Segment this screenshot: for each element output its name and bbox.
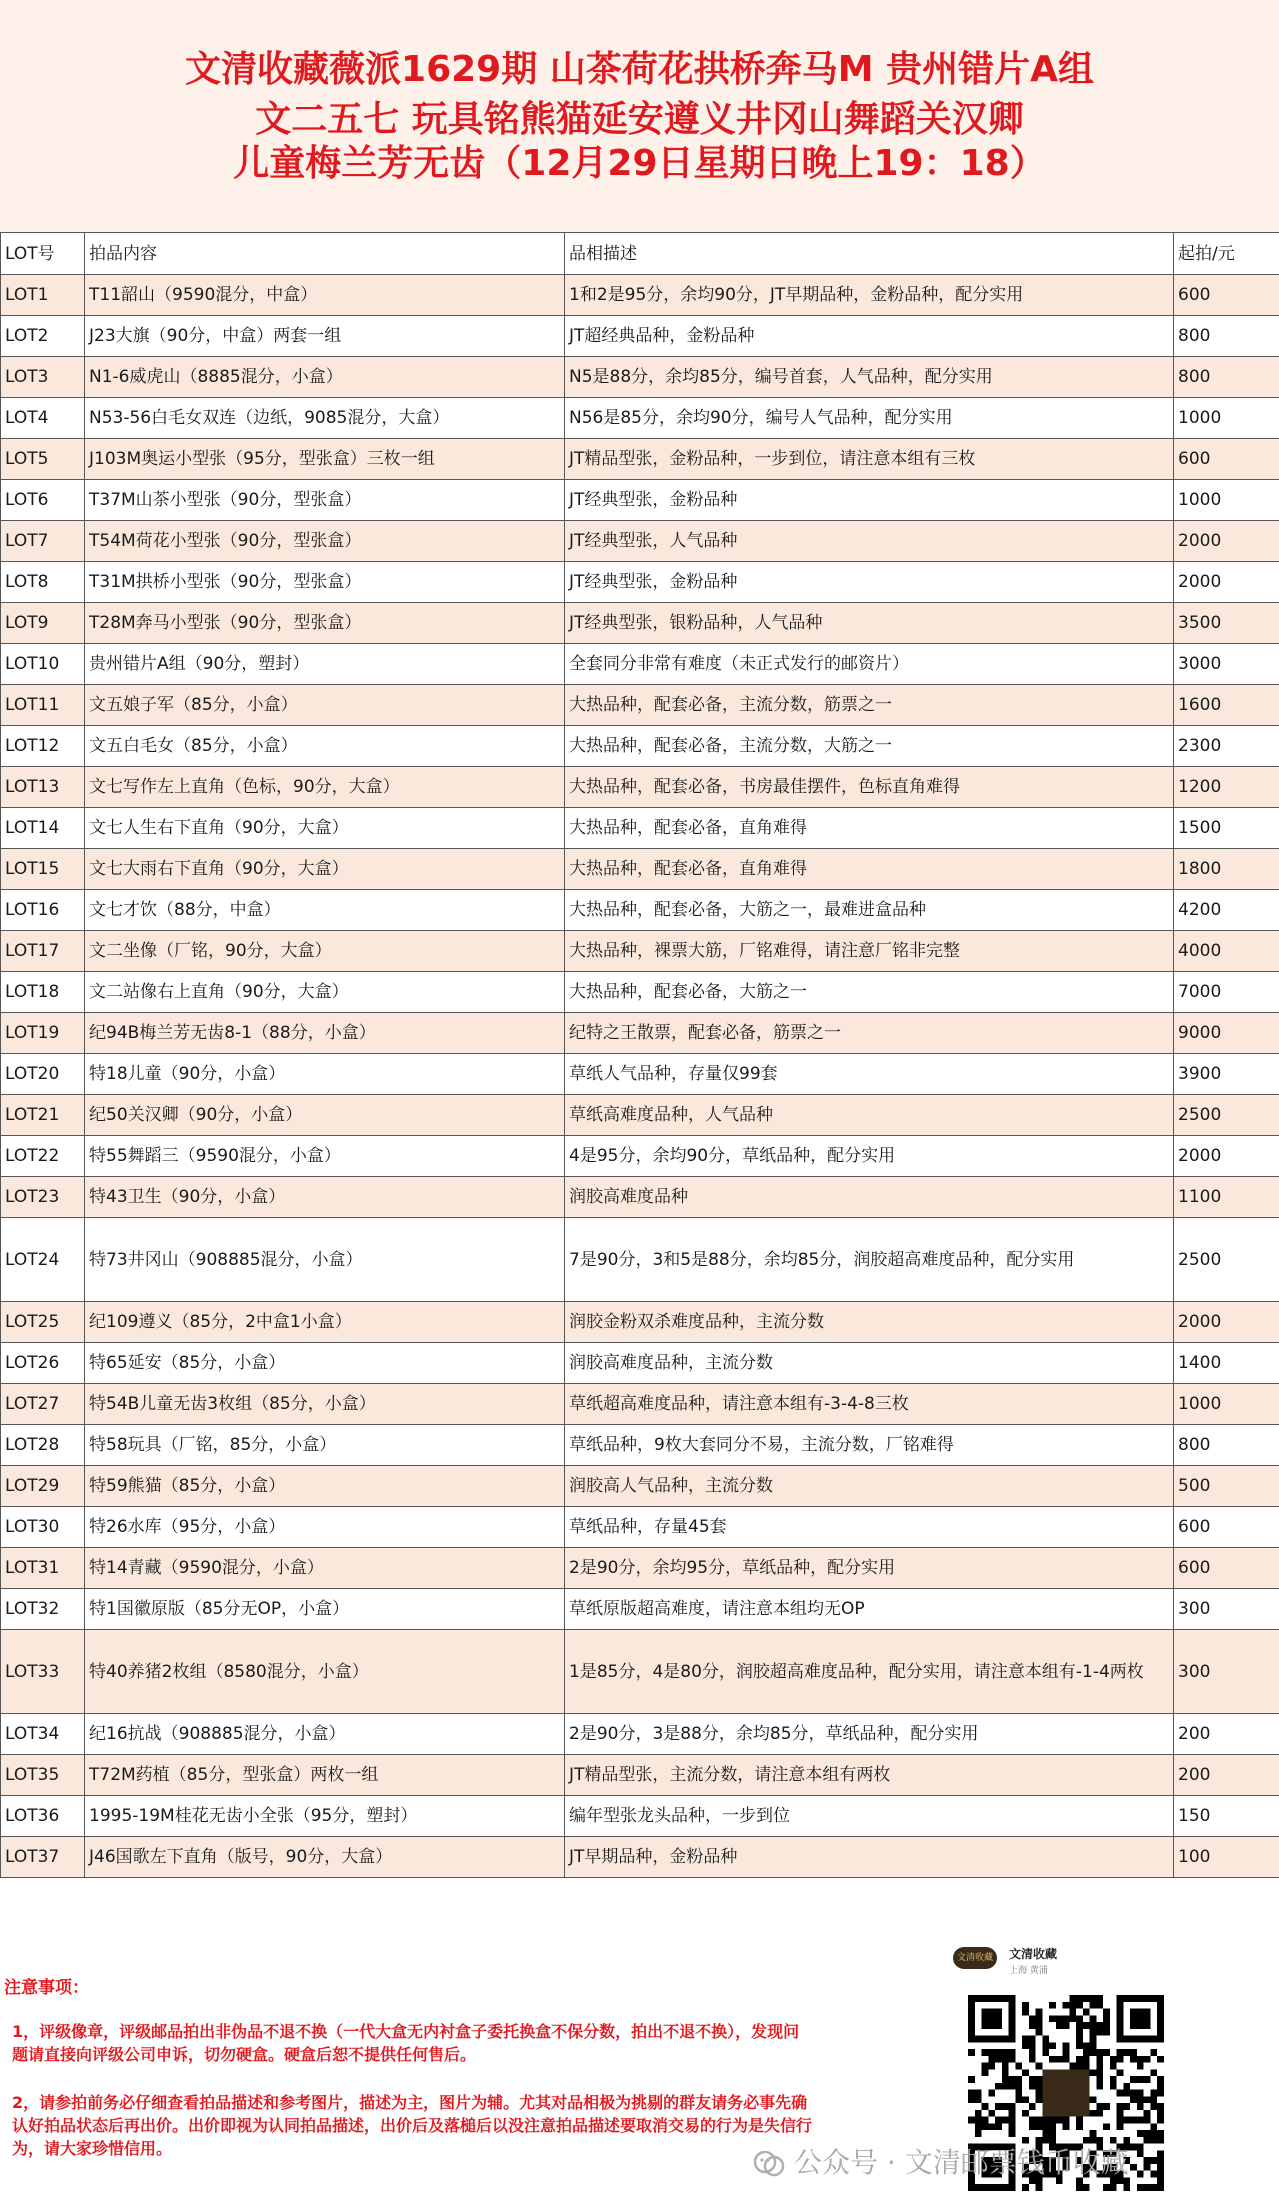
table-row bbox=[1, 972, 1279, 1013]
cell-start-price: 100 bbox=[1174, 1837, 1279, 1878]
brand-logo: 文清收藏 bbox=[953, 1947, 997, 1969]
cell-lot: LOT30 bbox=[1, 1507, 85, 1548]
cell-lot: LOT27 bbox=[1, 1384, 85, 1425]
cell-condition: 7是90分，3和5是88分，余均85分，润胶超高难度品种，配分实用 bbox=[565, 1218, 1174, 1302]
cell-start-price: 600 bbox=[1174, 275, 1279, 316]
cell-item: 1995-19M桂花无齿小全张（95分，塑封） bbox=[85, 1796, 565, 1837]
cell-lot: LOT22 bbox=[1, 1136, 85, 1177]
cell-condition: 2是90分，余均95分，草纸品种，配分实用 bbox=[565, 1548, 1174, 1589]
cell-item: 特18儿童（90分，小盒） bbox=[85, 1054, 565, 1095]
table-row bbox=[1, 521, 1279, 562]
cell-start-price: 500 bbox=[1174, 1466, 1279, 1507]
cell-condition: JT精品型张，主流分数，请注意本组有两枚 bbox=[565, 1755, 1174, 1796]
cell-condition: 4是95分，余均90分，草纸品种，配分实用 bbox=[565, 1136, 1174, 1177]
cell-lot: LOT8 bbox=[1, 562, 85, 603]
table-row bbox=[1, 562, 1279, 603]
cell-condition: 大热品种，裸票大筋，厂铭难得，请注意厂铭非完整 bbox=[565, 931, 1174, 972]
cell-lot: LOT6 bbox=[1, 480, 85, 521]
cell-item: T31M拱桥小型张（90分，型张盒） bbox=[85, 562, 565, 603]
cell-start-price: 2000 bbox=[1174, 1302, 1279, 1343]
cell-item: 特54B儿童无齿3枚组（85分，小盒） bbox=[85, 1384, 565, 1425]
cell-condition: 大热品种，配套必备，大筋之一，最难进盒品种 bbox=[565, 890, 1174, 931]
cell-condition: 纪特之王散票，配套必备，筋票之一 bbox=[565, 1013, 1174, 1054]
header-lot: LOT号 bbox=[1, 233, 85, 275]
table-row bbox=[1, 685, 1279, 726]
cell-lot: LOT12 bbox=[1, 726, 85, 767]
cell-item: 特43卫生（90分，小盒） bbox=[85, 1177, 565, 1218]
cell-lot: LOT14 bbox=[1, 808, 85, 849]
cell-condition: JT早期品种，金粉品种 bbox=[565, 1837, 1174, 1878]
table-row bbox=[1, 767, 1279, 808]
cell-condition: 大热品种，配套必备，书房最佳摆件，色标直角难得 bbox=[565, 767, 1174, 808]
table-row bbox=[1, 1177, 1279, 1218]
cell-item: 特73井冈山（908885混分，小盒） bbox=[85, 1218, 565, 1302]
cell-start-price: 800 bbox=[1174, 357, 1279, 398]
cell-condition: 1和2是95分，余均90分，JT早期品种，金粉品种，配分实用 bbox=[565, 275, 1174, 316]
table-row bbox=[1, 603, 1279, 644]
watermark bbox=[752, 2143, 1272, 2183]
cell-lot: LOT20 bbox=[1, 1054, 85, 1095]
cell-item: 特1国徽原版（85分无OP，小盒） bbox=[85, 1589, 565, 1630]
cell-condition: 大热品种，配套必备，直角难得 bbox=[565, 808, 1174, 849]
cell-condition: JT经典型张，人气品种 bbox=[565, 521, 1174, 562]
cell-start-price: 800 bbox=[1174, 1425, 1279, 1466]
cell-lot: LOT23 bbox=[1, 1177, 85, 1218]
cell-item: 文七才饮（88分，中盒） bbox=[85, 890, 565, 931]
cell-condition: 全套同分非常有难度（未正式发行的邮资片） bbox=[565, 644, 1174, 685]
cell-lot: LOT18 bbox=[1, 972, 85, 1013]
table-row bbox=[1, 1837, 1279, 1878]
cell-item: 特40养猪2枚组（8580混分，小盒） bbox=[85, 1630, 565, 1714]
title-banner bbox=[0, 0, 1279, 232]
cell-item: N1-6威虎山（8885混分，小盒） bbox=[85, 357, 565, 398]
cell-item: 文二站像右上直角（90分，大盒） bbox=[85, 972, 565, 1013]
cell-item: 纪50关汉卿（90分，小盒） bbox=[85, 1095, 565, 1136]
cell-start-price: 1000 bbox=[1174, 1384, 1279, 1425]
cell-condition: 大热品种，配套必备，直角难得 bbox=[565, 849, 1174, 890]
cell-item: 文七大雨右下直角（90分，大盒） bbox=[85, 849, 565, 890]
cell-lot: LOT36 bbox=[1, 1796, 85, 1837]
table-row bbox=[1, 931, 1279, 972]
cell-lot: LOT3 bbox=[1, 357, 85, 398]
cell-item: T11韶山（9590混分，中盒） bbox=[85, 275, 565, 316]
table-row bbox=[1, 1013, 1279, 1054]
cell-start-price: 1200 bbox=[1174, 767, 1279, 808]
title-line-1: 文清收藏薇派1629期 山茶荷花拱桥奔马M 贵州错片A组 bbox=[185, 49, 1094, 90]
table-row bbox=[1, 1095, 1279, 1136]
cell-lot: LOT16 bbox=[1, 890, 85, 931]
cell-item: J23大旗（90分，中盒）两套一组 bbox=[85, 316, 565, 357]
header-start-price: 起拍/元 bbox=[1174, 233, 1279, 275]
auction-table-wrap bbox=[0, 232, 1279, 1878]
cell-lot: LOT26 bbox=[1, 1343, 85, 1384]
cell-item: 特65延安（85分，小盒） bbox=[85, 1343, 565, 1384]
cell-condition: 润胶高难度品种 bbox=[565, 1177, 1174, 1218]
table-row bbox=[1, 1589, 1279, 1630]
auction-table bbox=[0, 232, 1279, 1878]
cell-lot: LOT21 bbox=[1, 1095, 85, 1136]
table-row bbox=[1, 726, 1279, 767]
table-row bbox=[1, 1425, 1279, 1466]
cell-lot: LOT34 bbox=[1, 1714, 85, 1755]
cell-condition: 草纸品种，存量45套 bbox=[565, 1507, 1174, 1548]
cell-item: T37M山茶小型张（90分，型张盒） bbox=[85, 480, 565, 521]
table-row bbox=[1, 644, 1279, 685]
cell-condition: JT精品型张，金粉品种，一步到位，请注意本组有三枚 bbox=[565, 439, 1174, 480]
cell-condition: 大热品种，配套必备，大筋之一 bbox=[565, 972, 1174, 1013]
brand-name: 文清收藏 bbox=[1009, 1947, 1058, 1961]
table-row bbox=[1, 1507, 1279, 1548]
note-2: 2，请参拍前务必仔细查看拍品描述和参考图片，描述为主，图片为辅。尤其对品相极为挑剔的群友请务必事先确认好拍品状态后再出价。出价即视为认同拍品描述，出价后及落槌后以没注意拍品描述要取消交易的行为是失信行为，请大家珍惜信用。 bbox=[12, 2093, 813, 2158]
cell-condition: 草纸人气品种，存量仅99套 bbox=[565, 1054, 1174, 1095]
table-row bbox=[1, 808, 1279, 849]
cell-item: 特26水库（95分，小盒） bbox=[85, 1507, 565, 1548]
cell-lot: LOT10 bbox=[1, 644, 85, 685]
cell-lot: LOT31 bbox=[1, 1548, 85, 1589]
cell-lot: LOT32 bbox=[1, 1589, 85, 1630]
cell-lot: LOT7 bbox=[1, 521, 85, 562]
cell-item: 特14青藏（9590混分，小盒） bbox=[85, 1548, 565, 1589]
cell-lot: LOT24 bbox=[1, 1218, 85, 1302]
cell-item: 纪16抗战（908885混分，小盒） bbox=[85, 1714, 565, 1755]
table-row bbox=[1, 1302, 1279, 1343]
cell-start-price: 3000 bbox=[1174, 644, 1279, 685]
cell-item: N53-56白毛女双连（边纸，9085混分，大盒） bbox=[85, 398, 565, 439]
watermark-text: 公众号 · 文清邮票钱币收藏 bbox=[794, 2146, 1129, 2179]
cell-condition: JT经典型张，金粉品种 bbox=[565, 562, 1174, 603]
cell-condition: N5是88分，余均85分，编号首套，人气品种，配分实用 bbox=[565, 357, 1174, 398]
cell-lot: LOT4 bbox=[1, 398, 85, 439]
cell-item: T54M荷花小型张（90分，型张盒） bbox=[85, 521, 565, 562]
cell-condition: 润胶高难度品种，主流分数 bbox=[565, 1343, 1174, 1384]
cell-condition: 草纸超高难度品种，请注意本组有-3-4-8三枚 bbox=[565, 1384, 1174, 1425]
cell-start-price: 1100 bbox=[1174, 1177, 1279, 1218]
cell-start-price: 4000 bbox=[1174, 931, 1279, 972]
cell-item: 文七写作左上直角（色标，90分，大盒） bbox=[85, 767, 565, 808]
brand-location: 上海 黄浦 bbox=[1009, 1966, 1048, 1976]
cell-start-price: 2500 bbox=[1174, 1218, 1279, 1302]
title-line-2: 文二五七 玩具铭熊猫延安遵义井冈山舞蹈关汉卿 bbox=[255, 99, 1024, 140]
cell-start-price: 1000 bbox=[1174, 398, 1279, 439]
cell-condition: 草纸品种，9枚大套同分不易，主流分数，厂铭难得 bbox=[565, 1425, 1174, 1466]
table-row bbox=[1, 398, 1279, 439]
cell-start-price: 300 bbox=[1174, 1630, 1279, 1714]
cell-lot: LOT5 bbox=[1, 439, 85, 480]
cell-start-price: 3500 bbox=[1174, 603, 1279, 644]
cell-lot: LOT15 bbox=[1, 849, 85, 890]
cell-lot: LOT2 bbox=[1, 316, 85, 357]
table-body bbox=[1, 275, 1279, 1878]
cell-condition: 润胶金粉双杀难度品种，主流分数 bbox=[565, 1302, 1174, 1343]
cell-condition: 2是90分，3是88分，余均85分，草纸品种，配分实用 bbox=[565, 1714, 1174, 1755]
cell-start-price: 2000 bbox=[1174, 1136, 1279, 1177]
cell-condition: 编年型张龙头品种，一步到位 bbox=[565, 1796, 1174, 1837]
cell-start-price: 2000 bbox=[1174, 562, 1279, 603]
table-row bbox=[1, 1714, 1279, 1755]
cell-lot: LOT37 bbox=[1, 1837, 85, 1878]
table-row bbox=[1, 1630, 1279, 1714]
cell-start-price: 7000 bbox=[1174, 972, 1279, 1013]
cell-start-price: 1000 bbox=[1174, 480, 1279, 521]
cell-condition: 大热品种，配套必备，主流分数，大筋之一 bbox=[565, 726, 1174, 767]
cell-lot: LOT28 bbox=[1, 1425, 85, 1466]
table-row bbox=[1, 1343, 1279, 1384]
cell-item: 文七人生右下直角（90分，大盒） bbox=[85, 808, 565, 849]
cell-item: 特55舞蹈三（9590混分，小盒） bbox=[85, 1136, 565, 1177]
cell-lot: LOT17 bbox=[1, 931, 85, 972]
cell-lot: LOT25 bbox=[1, 1302, 85, 1343]
cell-item: 纪109遵义（85分，2中盒1小盒） bbox=[85, 1302, 565, 1343]
table-row bbox=[1, 480, 1279, 521]
cell-lot: LOT13 bbox=[1, 767, 85, 808]
cell-lot: LOT29 bbox=[1, 1466, 85, 1507]
cell-condition: JT经典型张，银粉品种，人气品种 bbox=[565, 603, 1174, 644]
cell-start-price: 1600 bbox=[1174, 685, 1279, 726]
footer bbox=[0, 1921, 1279, 2212]
cell-lot: LOT35 bbox=[1, 1755, 85, 1796]
table-row bbox=[1, 316, 1279, 357]
cell-start-price: 600 bbox=[1174, 439, 1279, 480]
cell-start-price: 200 bbox=[1174, 1714, 1279, 1755]
table-row bbox=[1, 1755, 1279, 1796]
cell-condition: 草纸高难度品种，人气品种 bbox=[565, 1095, 1174, 1136]
cell-lot: LOT1 bbox=[1, 275, 85, 316]
cell-item: J46国歌左下直角（版号，90分，大盒） bbox=[85, 1837, 565, 1878]
table-row bbox=[1, 439, 1279, 480]
cell-item: T72M药植（85分，型张盒）两枚一组 bbox=[85, 1755, 565, 1796]
cell-start-price: 3900 bbox=[1174, 1054, 1279, 1095]
wechat-official-account-icon bbox=[752, 2147, 786, 2181]
table-row bbox=[1, 1548, 1279, 1589]
cell-condition: N56是85分，余均90分，编号人气品种，配分实用 bbox=[565, 398, 1174, 439]
cell-condition: JT超经典品种，金粉品种 bbox=[565, 316, 1174, 357]
cell-lot: LOT33 bbox=[1, 1630, 85, 1714]
cell-start-price: 200 bbox=[1174, 1755, 1279, 1796]
table-row bbox=[1, 1384, 1279, 1425]
cell-condition: 草纸原版超高难度，请注意本组均无OP bbox=[565, 1589, 1174, 1630]
cell-lot: LOT11 bbox=[1, 685, 85, 726]
table-row bbox=[1, 1136, 1279, 1177]
table-row bbox=[1, 849, 1279, 890]
cell-start-price: 4200 bbox=[1174, 890, 1279, 931]
cell-item: J103M奥运小型张（95分，型张盒）三枚一组 bbox=[85, 439, 565, 480]
cell-item: T28M奔马小型张（90分，型张盒） bbox=[85, 603, 565, 644]
table-row bbox=[1, 1466, 1279, 1507]
cell-start-price: 2500 bbox=[1174, 1095, 1279, 1136]
cell-start-price: 150 bbox=[1174, 1796, 1279, 1837]
cell-start-price: 1800 bbox=[1174, 849, 1279, 890]
cell-start-price: 300 bbox=[1174, 1589, 1279, 1630]
table-row bbox=[1, 275, 1279, 316]
table-header-row bbox=[1, 233, 1279, 275]
table-row bbox=[1, 1218, 1279, 1302]
cell-item: 文五娘子军（85分，小盒） bbox=[85, 685, 565, 726]
cell-start-price: 600 bbox=[1174, 1507, 1279, 1548]
cell-start-price: 2300 bbox=[1174, 726, 1279, 767]
cell-item: 文五白毛女（85分，小盒） bbox=[85, 726, 565, 767]
cell-start-price: 1400 bbox=[1174, 1343, 1279, 1384]
table-row bbox=[1, 890, 1279, 931]
title-line-3: 儿童梅兰芳无齿（12月29日星期日晚上19：18） bbox=[233, 143, 1046, 184]
brand-header bbox=[953, 1943, 1153, 1983]
cell-start-price: 9000 bbox=[1174, 1013, 1279, 1054]
cell-item: 文二坐像（厂铭，90分，大盒） bbox=[85, 931, 565, 972]
notes-title: 注意事项： bbox=[4, 1978, 89, 1998]
cell-condition: 大热品种，配套必备，主流分数，筋票之一 bbox=[565, 685, 1174, 726]
cell-condition: JT经典型张，金粉品种 bbox=[565, 480, 1174, 521]
table-row bbox=[1, 1054, 1279, 1095]
cell-condition: 润胶高人气品种，主流分数 bbox=[565, 1466, 1174, 1507]
cell-lot: LOT9 bbox=[1, 603, 85, 644]
cell-start-price: 1500 bbox=[1174, 808, 1279, 849]
cell-start-price: 800 bbox=[1174, 316, 1279, 357]
table-row bbox=[1, 1796, 1279, 1837]
cell-condition: 1是85分，4是80分，润胶超高难度品种，配分实用，请注意本组有-1-4两枚 bbox=[565, 1630, 1174, 1714]
cell-item: 纪94B梅兰芳无齿8-1（88分，小盒） bbox=[85, 1013, 565, 1054]
header-condition: 品相描述 bbox=[565, 233, 1174, 275]
cell-item: 贵州错片A组（90分，塑封） bbox=[85, 644, 565, 685]
cell-lot: LOT19 bbox=[1, 1013, 85, 1054]
cell-item: 特58玩具（厂铭，85分，小盒） bbox=[85, 1425, 565, 1466]
table-row bbox=[1, 357, 1279, 398]
cell-start-price: 600 bbox=[1174, 1548, 1279, 1589]
cell-start-price: 2000 bbox=[1174, 521, 1279, 562]
header-item: 拍品内容 bbox=[85, 233, 565, 275]
note-1: 1，评级像章，评级邮品拍出非伪品不退不换（一代大盒无内衬盒子委托换盒不保分数，拍出不退不换），发现问题请直接向评级公司申诉，切勿硬盒。硬盒后恕不提供任何售后。 bbox=[12, 2022, 800, 2064]
cell-item: 特59熊猫（85分，小盒） bbox=[85, 1466, 565, 1507]
